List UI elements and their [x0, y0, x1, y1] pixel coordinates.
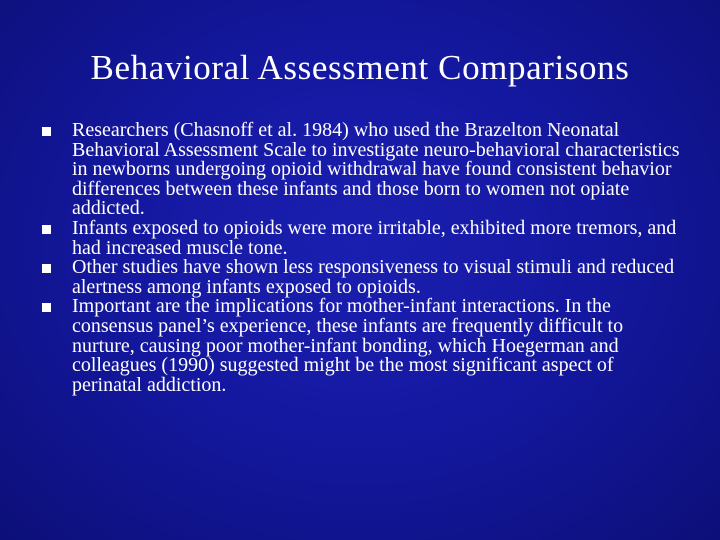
square-bullet-icon: [42, 264, 51, 273]
slide-title: Behavioral Assessment Comparisons: [90, 48, 630, 87]
bullet-list: [42, 121, 682, 395]
bullet-item: [42, 121, 682, 219]
bullet-item: [42, 297, 682, 395]
square-bullet-icon: [42, 127, 51, 136]
square-bullet-icon: [42, 225, 51, 234]
bullet-item: [42, 216, 682, 259]
square-bullet-icon: [42, 303, 51, 312]
bullet-text: Other studies have shown less responsiveness to visual stimuli and reduced alertness among infants exposed to opioids.: [72, 256, 675, 298]
bullet-item: [42, 258, 682, 297]
bullet-text: Researchers (Chasnoff et al. 1984) who used the Brazelton Neonatal Behavioral Assessment Scale to investigate neuro-behavioral characteristics in newborns undergoing opioid withdrawal have found consistent behavior differences between these infants and those born to women not opiate addicted.: [72, 119, 680, 220]
bullet-text: Infants exposed to opioids were more irritable, exhibited more tremors, and had increased muscle tone.: [72, 216, 677, 259]
bullet-text: Important are the implications for mother-infant interactions. In the consensus panel’s experience, these infants are frequently difficult to nurture, causing poor mother-infant bonding, which Hoegerman and colleagues (1990) suggested might be the most significant aspect of perinatal addiction.: [72, 295, 624, 396]
